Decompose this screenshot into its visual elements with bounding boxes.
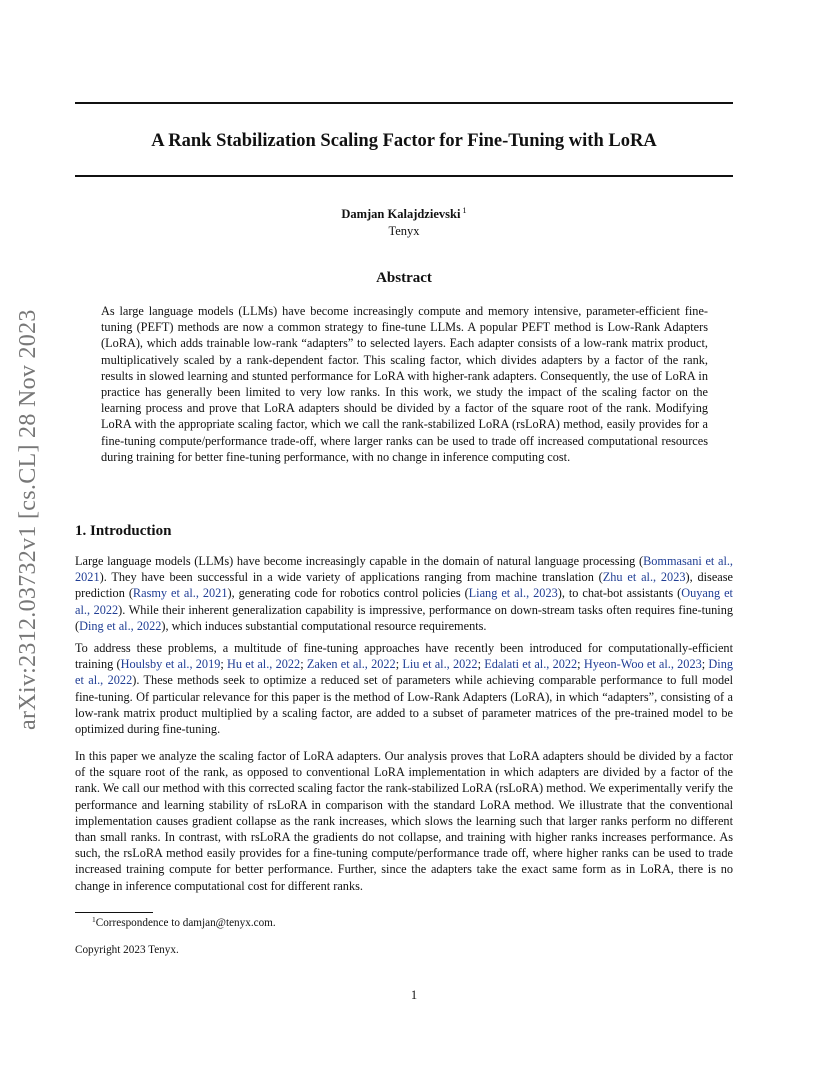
footnote-mark: 1	[92, 915, 96, 924]
title-top-rule	[75, 102, 733, 104]
author-footnote-mark: 1	[462, 205, 467, 215]
page-number: 1	[410, 988, 418, 1002]
citation-link[interactable]: Bommasani et al., 2021	[75, 554, 734, 585]
citation-link[interactable]: Ding et al., 2022	[79, 618, 162, 633]
paragraph-text: ), to chat-bot assistants (	[557, 586, 682, 601]
citation-link[interactable]: Liang et al., 2023	[468, 586, 558, 601]
citation-link[interactable]: Ouyang et al., 2022	[75, 586, 733, 617]
citation-link[interactable]: Edalati et al., 2022	[484, 657, 578, 672]
paragraph-text: ;	[701, 657, 709, 672]
title-bottom-rule	[75, 175, 733, 177]
author-affiliation: Tenyx	[388, 224, 420, 238]
section-heading-introduction: 1. Introduction	[75, 523, 172, 539]
citation-link[interactable]: Liu et al., 2022	[402, 657, 478, 672]
abstract-heading: Abstract	[376, 270, 432, 286]
paragraph-text: ), disease prediction (	[75, 570, 733, 601]
paragraph-text: To address these problems, a multitude of fine-tuning approaches have recently been introduced for computationally-efficient training (	[75, 641, 733, 672]
citation-link[interactable]: Zhu et al., 2023	[602, 570, 686, 585]
paragraph-text: ;	[300, 657, 307, 672]
citation-link[interactable]: Zaken et al., 2022	[306, 657, 396, 672]
abstract-text: As large language models (LLMs) have become increasingly compute and memory intensive, parameter-efficient fine-tuning (PEFT) methods are now a common strategy to fine-tune LLMs. A popular PEFT method is Low-Rank Adapters (LoRA), which adds trainable low-rank “adapters” to selected layers. Each adapter consists of a low-rank matrix product, multiplicatively scaled by a rank-dependent factor. This scaling factor, which divides adapters by a factor of the rank, results in slowed learning and stunted performance for LoRA with higher-rank adapters. Consequently, the use of LoRA in practice has generally been limited to very low ranks. In this work, we study the impact of the scaling factor on the learning process and prove that LoRA adapters should be divided by a factor of the square root of the rank. Modifying LoRA with the appropriate scaling factor, which we call the rank-stabilized LoRA (rsLoRA) method, easily provides for a fine-tuning compute/performance trade-off, where larger ranks can be used to trade off increased computational resources during training for better fine-tuning performance, with no change in inference computing cost.	[101, 304, 708, 464]
paragraph-text: Large language models (LLMs) have become increasingly capable in the domain of natural language processing (	[75, 554, 644, 568]
paragraph-text: ;	[577, 657, 584, 672]
paragraph-text: ;	[395, 657, 403, 672]
paragraph-text: ;	[220, 657, 228, 672]
intro-paragraph-2	[75, 640, 733, 737]
citation-link[interactable]: Hu et al., 2022	[227, 657, 301, 672]
intro-paragraph-3: In this paper we analyze the scaling factor of LoRA adapters. Our analysis proves that LoRA adapters should be divided by a factor of the square root of the rank, as opposed to conventional LoRA implementation in which adapters are divided by a factor of the rank. We call our method with this corrected scaling factor the rank-stabilized LoRA (rsLoRA) method. We experimentally verify the performance and learning stability of rsLoRA in comparison with the standard LoRA method. We illustrate that the conventional implementation causes gradient collapse as the rank increases, which slows the learning such that larger ranks perform no different than small ranks. In contrast, with rsLoRA the gradients do not collapse, and training with higher ranks increases performance. As such, the rsLoRA method easily provides for a fine-tuning compute/performance trade off, where higher ranks can be used to trade increased training compute for better performance. Further, since the adapters take the exact same form as in LoRA, there is no change in inference computational cost for different ranks.	[75, 749, 733, 893]
paragraph-text: ), which induces substantial computational resource requirements.	[161, 618, 487, 633]
citation-link[interactable]: Rasmy et al., 2021	[132, 586, 228, 601]
paper-title: A Rank Stabilization Scaling Factor for Fine-Tuning with LoRA	[151, 131, 657, 151]
author-name: Damjan Kalajdzievski	[341, 207, 461, 221]
intro-paragraph-1	[75, 553, 733, 634]
paragraph-text: ;	[477, 657, 485, 672]
footnote-text: Correspondence to damjan@tenyx.com.	[95, 917, 276, 929]
paragraph-text: ). These methods seek to optimize a reduced set of parameters while achieving comparable performance to full model fine-tuning. Of particular relevance for this paper is the method of Low-Rank Adapters (LoRA), in which “adapters”, consisting of a low-rank matrix product multiplied by a scaling factor, are added to a subset of parameter matrices of the pre-trained model to be optimized during fine-tuning.	[75, 673, 733, 737]
footnote	[92, 915, 276, 929]
citation-link[interactable]: Ding et al., 2022	[75, 657, 733, 688]
arxiv-stamp: arXiv:2312.03732v1 [cs.CL] 28 Nov 2023	[15, 309, 41, 730]
paragraph-text: ). While their inherent generalization capability is impressive, performance on down-stream tasks often requires fine-tuning (	[75, 602, 733, 633]
paragraph-text: ). They have been successful in a wide variety of applications ranging from machine translation (	[99, 570, 603, 585]
copyright-line: Copyright 2023 Tenyx.	[75, 944, 179, 956]
author-line	[75, 205, 733, 222]
citation-link[interactable]: Hyeon-Woo et al., 2023	[583, 657, 702, 672]
footnote-rule	[75, 912, 153, 913]
citation-link[interactable]: Houlsby et al., 2019	[120, 657, 221, 672]
paragraph-text: ), generating code for robotics control policies (	[227, 586, 469, 601]
